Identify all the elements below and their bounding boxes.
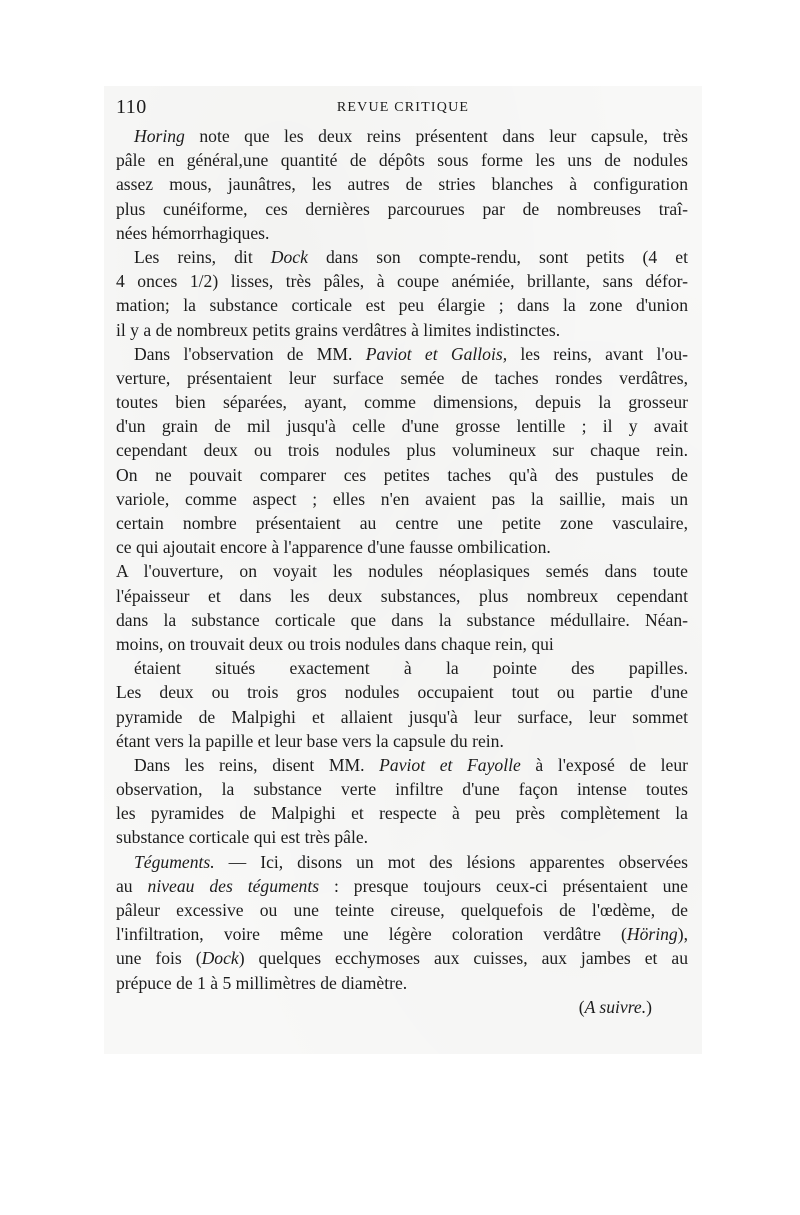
text-line: [116, 656, 688, 680]
text-run: les pyramides de Malpighi et respecte à peu près complètement la: [116, 803, 688, 824]
text-run: A l'ouverture, on voyait les nodules néoplasiques semés dans toute: [116, 561, 688, 582]
text-run: Dans l'observation de MM.: [134, 343, 366, 364]
italic-text: Horing: [134, 126, 185, 146]
text-run: d'un grain de mil jusqu'à celle d'une grosse lentille ; il y avait: [116, 416, 688, 437]
italic-text: A suivre.: [584, 996, 647, 1017]
page-header: [116, 96, 690, 120]
text-line: [116, 608, 688, 632]
italic-text: Téguments.: [134, 851, 215, 872]
text-run: ),: [677, 924, 688, 945]
text-run: il y a de nombreux petits grains verdâtres à limites indistinctes.: [116, 319, 561, 340]
text-run: pâle en général,une quantité de dépôts sous forme les uns de nodules: [116, 150, 688, 171]
text-run: certain nombre présentaient au centre une petite zone vasculaire,: [116, 513, 688, 533]
text-run: Les reins, dit: [134, 246, 271, 267]
text-run: dans la substance corticale que dans la substance médullaire. Néan-: [116, 609, 688, 630]
text-line: [116, 825, 688, 849]
text-run: à l'exposé de leur: [520, 754, 688, 775]
text-run: toutes bien séparées, ayant, comme dimensions, depuis la grosseur: [116, 392, 688, 413]
text-line: [116, 124, 688, 148]
italic-text: Dock: [270, 246, 308, 267]
text-line: [116, 511, 688, 535]
text-line: [116, 390, 688, 414]
text-line: [116, 898, 688, 922]
text-run: observation, la substance verte infiltre d'une façon intense toutes: [116, 779, 688, 800]
text-run: dans son compte-rendu, sont petits (4 et: [307, 246, 688, 267]
text-run: mation; la substance corticale est peu élargie ; dans la zone d'union: [116, 295, 688, 316]
text-run: — Ici, disons un mot des lésions apparentes observées: [214, 851, 688, 872]
text-run: : presque toujours ceux-ci présentaient une: [319, 875, 688, 896]
text-run: pâleur excessive ou une teinte cireuse, quelquefois de l'œdème, de: [116, 900, 688, 920]
text-run: verture, présentaient leur surface semée de taches rondes verdâtres,: [116, 367, 688, 388]
text-run: ): [646, 996, 652, 1017]
text-line: [116, 197, 688, 221]
text-line: [116, 995, 688, 1019]
text-line: [116, 729, 688, 753]
text-run: étant vers la papille et leur base vers la capsule du rein.: [116, 730, 504, 751]
text-run: (: [578, 996, 585, 1017]
text-run: note que les deux reins présentent dans leur capsule, très: [184, 126, 688, 146]
page-number: 110: [116, 96, 147, 118]
text-run: variole, comme aspect ; elles n'en avaient pas la saillie, mais un: [116, 488, 688, 509]
text-line: [116, 801, 688, 825]
text-run: cependant deux ou trois nodules plus volumineux sur chaque rein.: [116, 440, 688, 461]
text-run: l'épaisseur et dans les deux substances, plus nombreux cependant: [116, 585, 688, 606]
running-title: REVUE CRITIQUE: [336, 100, 470, 115]
text-line: [116, 293, 688, 317]
text-line: [116, 148, 688, 172]
text-run: les reins, avant l'ou-: [507, 343, 688, 364]
text-line: [116, 366, 688, 390]
text-line: [116, 318, 688, 342]
text-run: 4 onces 1/2) lisses, très pâles, à coupe anémiée, brillante, sans défor-: [116, 271, 688, 292]
text-run: prépuce de 1 à 5 millimètres de diamètre.: [116, 972, 408, 993]
text-line: [116, 971, 688, 995]
text-run: moins, on trouvait deux ou trois nodules dans chaque rein, qui: [116, 633, 554, 654]
text-line: [116, 705, 688, 729]
text-run: au: [116, 875, 148, 896]
text-run: plus cunéiforme, ces dernières parcourues par de nombreuses traî-: [116, 198, 688, 219]
text-line: [116, 753, 688, 777]
text-line: [116, 172, 688, 196]
text-line: [116, 535, 688, 559]
text-line: [116, 342, 688, 366]
text-line: [116, 487, 688, 511]
italic-text: Paviot et Fayolle: [379, 754, 521, 775]
text-run: substance corticale qui est très pâle.: [116, 827, 369, 848]
text-run: ) quelques ecchymoses aux cuisses, aux jambes et au: [238, 948, 688, 969]
text-line: [116, 946, 688, 970]
text-line: [116, 922, 688, 946]
text-line: [116, 874, 688, 898]
text-line: [116, 221, 688, 245]
text-line: [116, 777, 688, 801]
body-text: [116, 124, 688, 1019]
text-run: ce qui ajoutait encore à l'apparence d'une fausse ombilication.: [116, 537, 551, 558]
text-run: On ne pouvait comparer ces petites taches qu'à des pustules de: [116, 464, 688, 485]
text-line: [116, 463, 688, 487]
text-run: étaient situés exactement à la pointe des papilles.: [134, 658, 688, 679]
text-run: Dans les reins, disent MM.: [134, 754, 380, 775]
text-line: [116, 850, 688, 874]
text-run: assez mous, jaunâtres, les autres de stries blanches à configuration: [116, 174, 688, 195]
text-line: [116, 245, 688, 269]
text-run: l'infiltration, voire même une légère coloration verdâtre (: [116, 924, 627, 945]
text-line: [116, 414, 688, 438]
text-line: [116, 632, 688, 656]
text-run: Les deux ou trois gros nodules occupaient tout ou partie d'une: [116, 682, 688, 703]
italic-text: Paviot et Gallois,: [365, 343, 508, 364]
italic-text: Höring: [626, 924, 678, 945]
text-run: une fois (: [116, 948, 202, 969]
text-line: [116, 269, 688, 293]
text-line: [116, 680, 688, 704]
text-line: [116, 438, 688, 462]
text-line: [116, 559, 688, 583]
italic-text: niveau des téguments: [147, 875, 320, 896]
text-run: nées hémorrhagiques.: [116, 222, 270, 243]
text-run: pyramide de Malpighi et allaient jusqu'à leur surface, leur sommet: [116, 706, 688, 727]
italic-text: Dock: [201, 948, 239, 969]
text-line: [116, 584, 688, 608]
